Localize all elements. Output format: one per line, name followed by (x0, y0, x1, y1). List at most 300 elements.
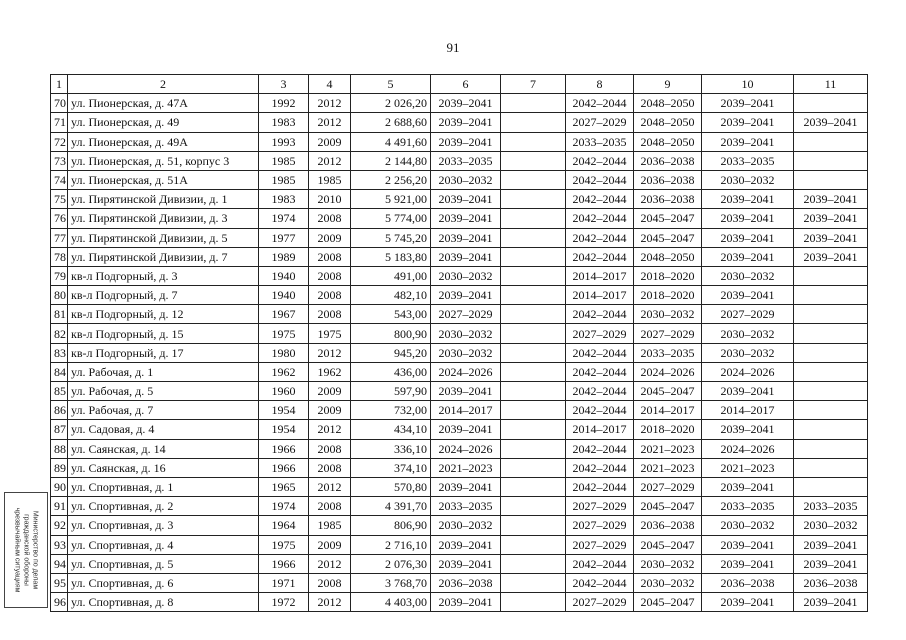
cell-address: ул. Пирятинской Дивизии, д. 5 (68, 228, 259, 247)
cell-works-col7 (501, 573, 566, 592)
cell-row-number: 73 (51, 151, 68, 170)
cell-year-built: 1985 (259, 151, 309, 170)
table-row (51, 151, 868, 170)
cell-works-col9: 2030–2032 (634, 573, 702, 592)
cell-works-col10: 2027–2029 (702, 305, 794, 324)
stamp-text: Министерство по делам гражданской обороны чрезвычайным ситуациям (13, 507, 39, 593)
cell-works-col9: 2030–2032 (634, 554, 702, 573)
cell-works-col10: 2024–2026 (702, 439, 794, 458)
cell-year-last-repair: 2009 (309, 382, 351, 401)
cell-year-built: 1985 (259, 170, 309, 189)
table-row (51, 228, 868, 247)
cell-works-col9: 2033–2035 (634, 343, 702, 362)
cell-works-col8: 2042–2044 (566, 573, 634, 592)
cell-works-col11 (794, 305, 868, 324)
cell-works-col6: 2027–2029 (431, 305, 501, 324)
cell-year-last-repair: 2012 (309, 113, 351, 132)
cell-works-col10: 2033–2035 (702, 151, 794, 170)
cell-row-number: 76 (51, 209, 68, 228)
table-row (51, 420, 868, 439)
cell-row-number: 75 (51, 190, 68, 209)
cell-year-last-repair: 1975 (309, 324, 351, 343)
cell-year-last-repair: 2008 (309, 458, 351, 477)
cell-works-col7 (501, 151, 566, 170)
cell-row-number: 92 (51, 516, 68, 535)
cell-works-col7 (501, 305, 566, 324)
cell-works-col6: 2030–2032 (431, 516, 501, 535)
cell-works-col8: 2042–2044 (566, 247, 634, 266)
cell-address: ул. Спортивная, д. 8 (68, 593, 259, 612)
cell-works-col7 (501, 554, 566, 573)
cell-address: ул. Спортивная, д. 3 (68, 516, 259, 535)
cell-works-col6: 2030–2032 (431, 324, 501, 343)
cell-works-col6: 2030–2032 (431, 266, 501, 285)
cell-works-col9: 2048–2050 (634, 94, 702, 113)
cell-works-col10: 2033–2035 (702, 497, 794, 516)
cell-works-col11 (794, 439, 868, 458)
cell-works-col7 (501, 420, 566, 439)
cell-works-col9: 2027–2029 (634, 477, 702, 496)
cell-year-built: 1989 (259, 247, 309, 266)
cell-works-col8: 2042–2044 (566, 382, 634, 401)
cell-works-col8: 2042–2044 (566, 305, 634, 324)
cell-address: кв-л Подгорный, д. 15 (68, 324, 259, 343)
cell-row-number: 79 (51, 266, 68, 285)
cell-works-col10: 2036–2038 (702, 573, 794, 592)
cell-area: 806,90 (351, 516, 431, 535)
cell-works-col10: 2030–2032 (702, 170, 794, 189)
cell-area: 491,00 (351, 266, 431, 285)
cell-address: ул. Спортивная, д. 4 (68, 535, 259, 554)
table-row (51, 382, 868, 401)
cell-year-last-repair: 1985 (309, 516, 351, 535)
cell-works-col7 (501, 401, 566, 420)
cell-works-col9: 2048–2050 (634, 132, 702, 151)
cell-row-number: 93 (51, 535, 68, 554)
cell-works-col11 (794, 132, 868, 151)
cell-row-number: 94 (51, 554, 68, 573)
table-row (51, 94, 868, 113)
cell-works-col9: 2045–2047 (634, 593, 702, 612)
cell-row-number: 86 (51, 401, 68, 420)
cell-year-last-repair: 2009 (309, 132, 351, 151)
cell-year-last-repair: 2010 (309, 190, 351, 209)
cell-address: ул. Рабочая, д. 5 (68, 382, 259, 401)
cell-address: ул. Саянская, д. 14 (68, 439, 259, 458)
column-header-3: 3 (259, 75, 309, 94)
cell-year-last-repair: 2008 (309, 247, 351, 266)
cell-works-col11 (794, 382, 868, 401)
cell-works-col7 (501, 439, 566, 458)
cell-area: 2 716,10 (351, 535, 431, 554)
page-number: 91 (446, 40, 460, 55)
cell-address: ул. Рабочая, д. 7 (68, 401, 259, 420)
cell-works-col8: 2027–2029 (566, 516, 634, 535)
cell-works-col7 (501, 535, 566, 554)
cell-area: 732,00 (351, 401, 431, 420)
cell-year-last-repair: 1985 (309, 170, 351, 189)
cell-works-col11: 2039–2041 (794, 228, 868, 247)
cell-works-col6: 2033–2035 (431, 497, 501, 516)
cell-area: 336,10 (351, 439, 431, 458)
cell-works-col6: 2039–2041 (431, 113, 501, 132)
cell-works-col9: 2021–2023 (634, 458, 702, 477)
cell-year-built: 1940 (259, 286, 309, 305)
cell-year-built: 1980 (259, 343, 309, 362)
column-header-11: 11 (794, 75, 868, 94)
cell-area: 5 774,00 (351, 209, 431, 228)
cell-works-col7 (501, 190, 566, 209)
table-row (51, 113, 868, 132)
cell-works-col6: 2039–2041 (431, 477, 501, 496)
cell-works-col7 (501, 343, 566, 362)
cell-row-number: 89 (51, 458, 68, 477)
cell-works-col6: 2039–2041 (431, 554, 501, 573)
cell-year-built: 1954 (259, 420, 309, 439)
cell-works-col11: 2039–2041 (794, 593, 868, 612)
cell-works-col7 (501, 324, 566, 343)
table-row (51, 247, 868, 266)
cell-works-col9: 2021–2023 (634, 439, 702, 458)
table-row (51, 190, 868, 209)
cell-year-built: 1960 (259, 382, 309, 401)
table-row (51, 535, 868, 554)
cell-year-last-repair: 2012 (309, 151, 351, 170)
table-row (51, 573, 868, 592)
cell-area: 2 076,30 (351, 554, 431, 573)
cell-year-last-repair: 2012 (309, 420, 351, 439)
column-header-5: 5 (351, 75, 431, 94)
cell-row-number: 91 (51, 497, 68, 516)
cell-works-col8: 2042–2044 (566, 209, 634, 228)
cell-works-col10: 2039–2041 (702, 132, 794, 151)
archive-stamp (4, 492, 48, 608)
table-row (51, 286, 868, 305)
column-header-7: 7 (501, 75, 566, 94)
cell-year-last-repair: 2008 (309, 209, 351, 228)
column-header-10: 10 (702, 75, 794, 94)
cell-works-col11: 2036–2038 (794, 573, 868, 592)
cell-works-col11: 2039–2041 (794, 190, 868, 209)
cell-year-built: 1971 (259, 573, 309, 592)
cell-works-col11 (794, 151, 868, 170)
cell-row-number: 81 (51, 305, 68, 324)
cell-year-last-repair: 2012 (309, 343, 351, 362)
cell-year-built: 1983 (259, 113, 309, 132)
table-row (51, 266, 868, 285)
cell-works-col10: 2030–2032 (702, 343, 794, 362)
cell-year-built: 1965 (259, 477, 309, 496)
cell-works-col9: 2018–2020 (634, 266, 702, 285)
cell-area: 5 183,80 (351, 247, 431, 266)
table-row (51, 516, 868, 535)
cell-area: 3 768,70 (351, 573, 431, 592)
cell-works-col11: 2039–2041 (794, 247, 868, 266)
table-row (51, 362, 868, 381)
cell-year-built: 1964 (259, 516, 309, 535)
cell-works-col11 (794, 170, 868, 189)
cell-works-col7 (501, 266, 566, 285)
cell-works-col11 (794, 286, 868, 305)
cell-area: 2 144,80 (351, 151, 431, 170)
table-row (51, 209, 868, 228)
cell-works-col10: 2039–2041 (702, 420, 794, 439)
cell-works-col11: 2039–2041 (794, 535, 868, 554)
cell-year-last-repair: 2008 (309, 497, 351, 516)
cell-year-last-repair: 2008 (309, 305, 351, 324)
cell-row-number: 84 (51, 362, 68, 381)
cell-works-col8: 2042–2044 (566, 554, 634, 573)
cell-year-last-repair: 1962 (309, 362, 351, 381)
cell-works-col9: 2045–2047 (634, 209, 702, 228)
cell-year-built: 1967 (259, 305, 309, 324)
cell-works-col11 (794, 343, 868, 362)
cell-works-col6: 2033–2035 (431, 151, 501, 170)
cell-works-col6: 2024–2026 (431, 362, 501, 381)
table-row (51, 132, 868, 151)
cell-works-col11 (794, 401, 868, 420)
cell-row-number: 82 (51, 324, 68, 343)
cell-works-col8: 2014–2017 (566, 286, 634, 305)
cell-works-col6: 2039–2041 (431, 228, 501, 247)
cell-area: 597,90 (351, 382, 431, 401)
cell-works-col7 (501, 516, 566, 535)
cell-works-col9: 2048–2050 (634, 247, 702, 266)
cell-works-col10: 2039–2041 (702, 209, 794, 228)
cell-works-col10: 2039–2041 (702, 554, 794, 573)
table-row (51, 497, 868, 516)
cell-works-col10: 2039–2041 (702, 113, 794, 132)
cell-works-col8: 2027–2029 (566, 324, 634, 343)
cell-year-built: 1954 (259, 401, 309, 420)
cell-year-built: 1975 (259, 535, 309, 554)
cell-works-col6: 2039–2041 (431, 94, 501, 113)
cell-row-number: 80 (51, 286, 68, 305)
table-row (51, 343, 868, 362)
cell-year-last-repair: 2009 (309, 228, 351, 247)
cell-works-col8: 2042–2044 (566, 458, 634, 477)
cell-year-built: 1966 (259, 458, 309, 477)
cell-address: ул. Спортивная, д. 2 (68, 497, 259, 516)
cell-works-col7 (501, 113, 566, 132)
table-row (51, 439, 868, 458)
cell-works-col10: 2014–2017 (702, 401, 794, 420)
cell-works-col8: 2042–2044 (566, 190, 634, 209)
cell-year-built: 1983 (259, 190, 309, 209)
cell-works-col7 (501, 382, 566, 401)
cell-works-col11: 2039–2041 (794, 554, 868, 573)
cell-works-col9: 2045–2047 (634, 497, 702, 516)
cell-year-built: 1975 (259, 324, 309, 343)
cell-address: ул. Спортивная, д. 1 (68, 477, 259, 496)
cell-works-col8: 2014–2017 (566, 266, 634, 285)
cell-row-number: 72 (51, 132, 68, 151)
cell-address: ул. Пирятинской Дивизии, д. 1 (68, 190, 259, 209)
cell-works-col9: 2027–2029 (634, 324, 702, 343)
cell-year-built: 1972 (259, 593, 309, 612)
cell-works-col8: 2033–2035 (566, 132, 634, 151)
cell-works-col11: 2039–2041 (794, 113, 868, 132)
table-row (51, 477, 868, 496)
cell-works-col9: 2014–2017 (634, 401, 702, 420)
cell-works-col9: 2036–2038 (634, 151, 702, 170)
cell-works-col10: 2021–2023 (702, 458, 794, 477)
cell-year-built: 1962 (259, 362, 309, 381)
cell-works-col9: 2045–2047 (634, 228, 702, 247)
cell-area: 2 256,20 (351, 170, 431, 189)
cell-address: ул. Пирятинской Дивизии, д. 7 (68, 247, 259, 266)
cell-area: 570,80 (351, 477, 431, 496)
cell-works-col9: 2018–2020 (634, 420, 702, 439)
cell-works-col7 (501, 209, 566, 228)
cell-row-number: 77 (51, 228, 68, 247)
cell-area: 436,00 (351, 362, 431, 381)
cell-works-col10: 2039–2041 (702, 382, 794, 401)
table-row (51, 458, 868, 477)
cell-address: ул. Пионерская, д. 51, корпус 3 (68, 151, 259, 170)
cell-address: ул. Пионерская, д. 51А (68, 170, 259, 189)
table-row (51, 554, 868, 573)
cell-area: 434,10 (351, 420, 431, 439)
cell-row-number: 71 (51, 113, 68, 132)
cell-row-number: 95 (51, 573, 68, 592)
cell-works-col6: 2014–2017 (431, 401, 501, 420)
cell-works-col11 (794, 362, 868, 381)
cell-year-built: 1993 (259, 132, 309, 151)
cell-works-col8: 2042–2044 (566, 362, 634, 381)
repair-schedule-table (50, 74, 868, 612)
cell-works-col9: 2030–2032 (634, 305, 702, 324)
cell-works-col9: 2018–2020 (634, 286, 702, 305)
cell-works-col9: 2045–2047 (634, 535, 702, 554)
cell-area: 4 491,60 (351, 132, 431, 151)
cell-area: 5 745,20 (351, 228, 431, 247)
cell-works-col6: 2039–2041 (431, 247, 501, 266)
cell-works-col6: 2030–2032 (431, 170, 501, 189)
cell-works-col6: 2039–2041 (431, 190, 501, 209)
cell-works-col7 (501, 286, 566, 305)
cell-works-col10: 2039–2041 (702, 94, 794, 113)
cell-works-col8: 2042–2044 (566, 170, 634, 189)
cell-works-col6: 2039–2041 (431, 132, 501, 151)
cell-year-last-repair: 2008 (309, 286, 351, 305)
cell-area: 4 403,00 (351, 593, 431, 612)
cell-works-col6: 2039–2041 (431, 382, 501, 401)
cell-year-last-repair: 2008 (309, 266, 351, 285)
cell-row-number: 74 (51, 170, 68, 189)
cell-year-built: 1966 (259, 554, 309, 573)
cell-year-last-repair: 2008 (309, 439, 351, 458)
cell-works-col6: 2039–2041 (431, 209, 501, 228)
cell-area: 482,10 (351, 286, 431, 305)
cell-year-built: 1940 (259, 266, 309, 285)
table-row (51, 401, 868, 420)
cell-works-col10: 2039–2041 (702, 190, 794, 209)
column-header-1: 1 (51, 75, 68, 94)
cell-works-col6: 2036–2038 (431, 573, 501, 592)
cell-address: ул. Пирятинской Дивизии, д. 3 (68, 209, 259, 228)
cell-works-col11 (794, 324, 868, 343)
header-row (51, 75, 868, 94)
cell-works-col9: 2024–2026 (634, 362, 702, 381)
cell-works-col10: 2039–2041 (702, 477, 794, 496)
cell-works-col8: 2042–2044 (566, 477, 634, 496)
cell-works-col11: 2030–2032 (794, 516, 868, 535)
cell-row-number: 90 (51, 477, 68, 496)
cell-works-col7 (501, 458, 566, 477)
cell-works-col10: 2039–2041 (702, 247, 794, 266)
cell-area: 2 688,60 (351, 113, 431, 132)
table-row (51, 324, 868, 343)
cell-year-built: 1974 (259, 497, 309, 516)
cell-works-col8: 2042–2044 (566, 228, 634, 247)
table-row (51, 593, 868, 612)
column-header-9: 9 (634, 75, 702, 94)
cell-works-col11 (794, 94, 868, 113)
cell-works-col6: 2039–2041 (431, 593, 501, 612)
cell-works-col7 (501, 247, 566, 266)
cell-row-number: 96 (51, 593, 68, 612)
cell-works-col6: 2039–2041 (431, 286, 501, 305)
cell-works-col10: 2039–2041 (702, 286, 794, 305)
column-header-8: 8 (566, 75, 634, 94)
column-header-6: 6 (431, 75, 501, 94)
cell-year-last-repair: 2012 (309, 477, 351, 496)
cell-works-col8: 2042–2044 (566, 401, 634, 420)
cell-works-col7 (501, 132, 566, 151)
cell-works-col9: 2036–2038 (634, 190, 702, 209)
cell-works-col10: 2030–2032 (702, 324, 794, 343)
cell-works-col6: 2024–2026 (431, 439, 501, 458)
cell-works-col7 (501, 170, 566, 189)
cell-area: 800,90 (351, 324, 431, 343)
cell-row-number: 87 (51, 420, 68, 439)
cell-address: кв-л Подгорный, д. 12 (68, 305, 259, 324)
cell-address: кв-л Подгорный, д. 7 (68, 286, 259, 305)
cell-row-number: 83 (51, 343, 68, 362)
cell-year-last-repair: 2012 (309, 593, 351, 612)
cell-works-col7 (501, 593, 566, 612)
cell-area: 543,00 (351, 305, 431, 324)
cell-works-col11 (794, 458, 868, 477)
cell-works-col8: 2027–2029 (566, 593, 634, 612)
cell-works-col7 (501, 228, 566, 247)
cell-area: 5 921,00 (351, 190, 431, 209)
cell-row-number: 78 (51, 247, 68, 266)
cell-works-col11: 2039–2041 (794, 209, 868, 228)
cell-area: 945,20 (351, 343, 431, 362)
cell-row-number: 88 (51, 439, 68, 458)
cell-works-col9: 2036–2038 (634, 170, 702, 189)
cell-works-col8: 2042–2044 (566, 439, 634, 458)
cell-year-last-repair: 2008 (309, 573, 351, 592)
cell-works-col10: 2024–2026 (702, 362, 794, 381)
cell-address: ул. Саянская, д. 16 (68, 458, 259, 477)
cell-works-col9: 2036–2038 (634, 516, 702, 535)
cell-year-built: 1974 (259, 209, 309, 228)
cell-address: ул. Рабочая, д. 1 (68, 362, 259, 381)
cell-works-col10: 2039–2041 (702, 593, 794, 612)
cell-works-col10: 2039–2041 (702, 535, 794, 554)
cell-area: 374,10 (351, 458, 431, 477)
cell-address: кв-л Подгорный, д. 17 (68, 343, 259, 362)
table-row (51, 305, 868, 324)
cell-works-col11 (794, 266, 868, 285)
cell-works-col8: 2027–2029 (566, 113, 634, 132)
cell-address: ул. Садовая, д. 4 (68, 420, 259, 439)
cell-address: ул. Спортивная, д. 6 (68, 573, 259, 592)
cell-works-col8: 2042–2044 (566, 343, 634, 362)
